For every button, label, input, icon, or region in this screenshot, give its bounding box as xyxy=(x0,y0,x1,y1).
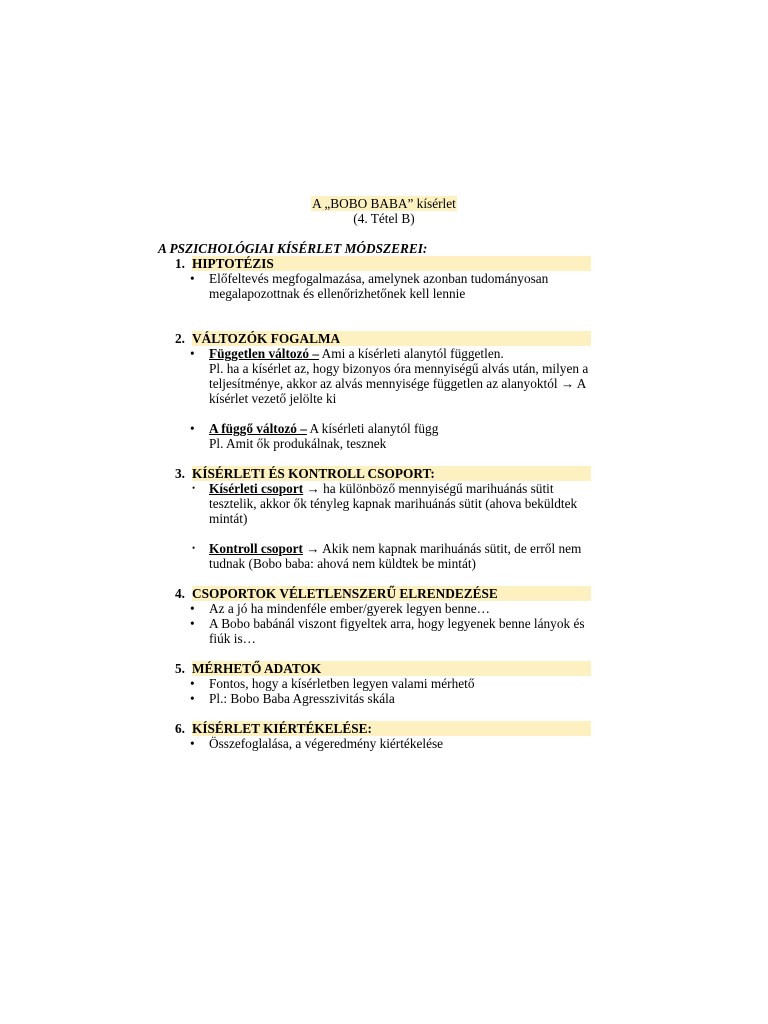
bullet-icon: • xyxy=(190,346,195,361)
list-item: A függő változó – A kísérleti alanytól függ Pl. Amit ők produkálnak, tesznek xyxy=(209,421,439,451)
list-item: Az a jó ha mindenféle ember/gyerek legyen benne… xyxy=(209,601,490,616)
bullet-icon: • xyxy=(190,616,195,631)
section-number: 5. xyxy=(175,661,185,676)
section-number: 3. xyxy=(175,466,185,481)
bullet-icon: • xyxy=(190,421,195,436)
term: Kontroll csoport xyxy=(209,541,303,556)
list-item: Pl.: Bobo Baba Agresszivitás skála xyxy=(209,691,395,706)
term: Független változó – xyxy=(209,346,320,361)
bullet-icon: • xyxy=(192,483,196,493)
section-number: 1. xyxy=(175,256,185,271)
list-item: Kísérleti csoport → ha különböző mennyiségű marihuánás sütit tesztelik, akkor ők tényleg kapnak marihuánás sütit (ahova beküldtek mintát) xyxy=(209,481,578,526)
section-title: HIPTOTÉZIS xyxy=(192,256,591,271)
section-title: CSOPORTOK VÉLETLENSZERŰ ELRENDEZÉSE xyxy=(192,586,591,601)
list-item: Fontos, hogy a kísérletben legyen valami mérhető xyxy=(209,676,475,691)
section-title: KÍSÉRLET KIÉRTÉKELÉSE: xyxy=(192,721,591,736)
document-subtitle: (4. Tétel B) xyxy=(353,211,415,226)
term: Kísérleti csoport xyxy=(209,481,304,496)
list-item: Kontroll csoport → Akik nem kapnak marihuánás sütit, de erről nem tudnak (Bobo baba: ahová nem küldtek be mintát) xyxy=(209,541,582,571)
bullet-icon: • xyxy=(190,271,195,286)
section-title: MÉRHETŐ ADATOK xyxy=(192,661,591,676)
bullet-icon: • xyxy=(192,543,196,553)
list-item: Független változó – Ami a kísérleti alanytól független. Pl. ha a kísérlet az, hogy bizonyos óra mennyiségű alvás után, milyen a teljesítménye, akkor az alvás mennyisége független az alanyoktól → A kísérlet vezető jelölte ki xyxy=(209,346,589,406)
bullet-icon: • xyxy=(190,676,195,691)
section-title: VÁLTOZÓK FOGALMA xyxy=(192,331,591,346)
list-item: Előfeltevés megfogalmazása, amelynek azonban tudományosan megalapozottnak és ellenőrizhetőnek kell lennie xyxy=(209,271,549,301)
bullet-icon: • xyxy=(190,736,195,751)
title-block xyxy=(0,196,768,226)
list-item: Összefoglalása, a végeredmény kiértékelése xyxy=(209,736,444,751)
document-title: A „BOBO BABA” kísérlet xyxy=(312,196,456,211)
list-item: A Bobo babánál viszont figyeltek arra, hogy legyenek benne lányok és fiúk is… xyxy=(209,616,585,646)
bullet-icon: • xyxy=(190,601,195,616)
main-heading: A PSZICHOLÓGIAI KÍSÉRLET MÓDSZEREI: xyxy=(158,241,428,256)
section-title: KÍSÉRLETI ÉS KONTROLL CSOPORT: xyxy=(192,466,591,481)
bullet-icon: • xyxy=(190,691,195,706)
term: A függő változó – xyxy=(209,421,307,436)
section-number: 6. xyxy=(175,721,185,736)
section-number: 2. xyxy=(175,331,185,346)
section-number: 4. xyxy=(175,586,185,601)
